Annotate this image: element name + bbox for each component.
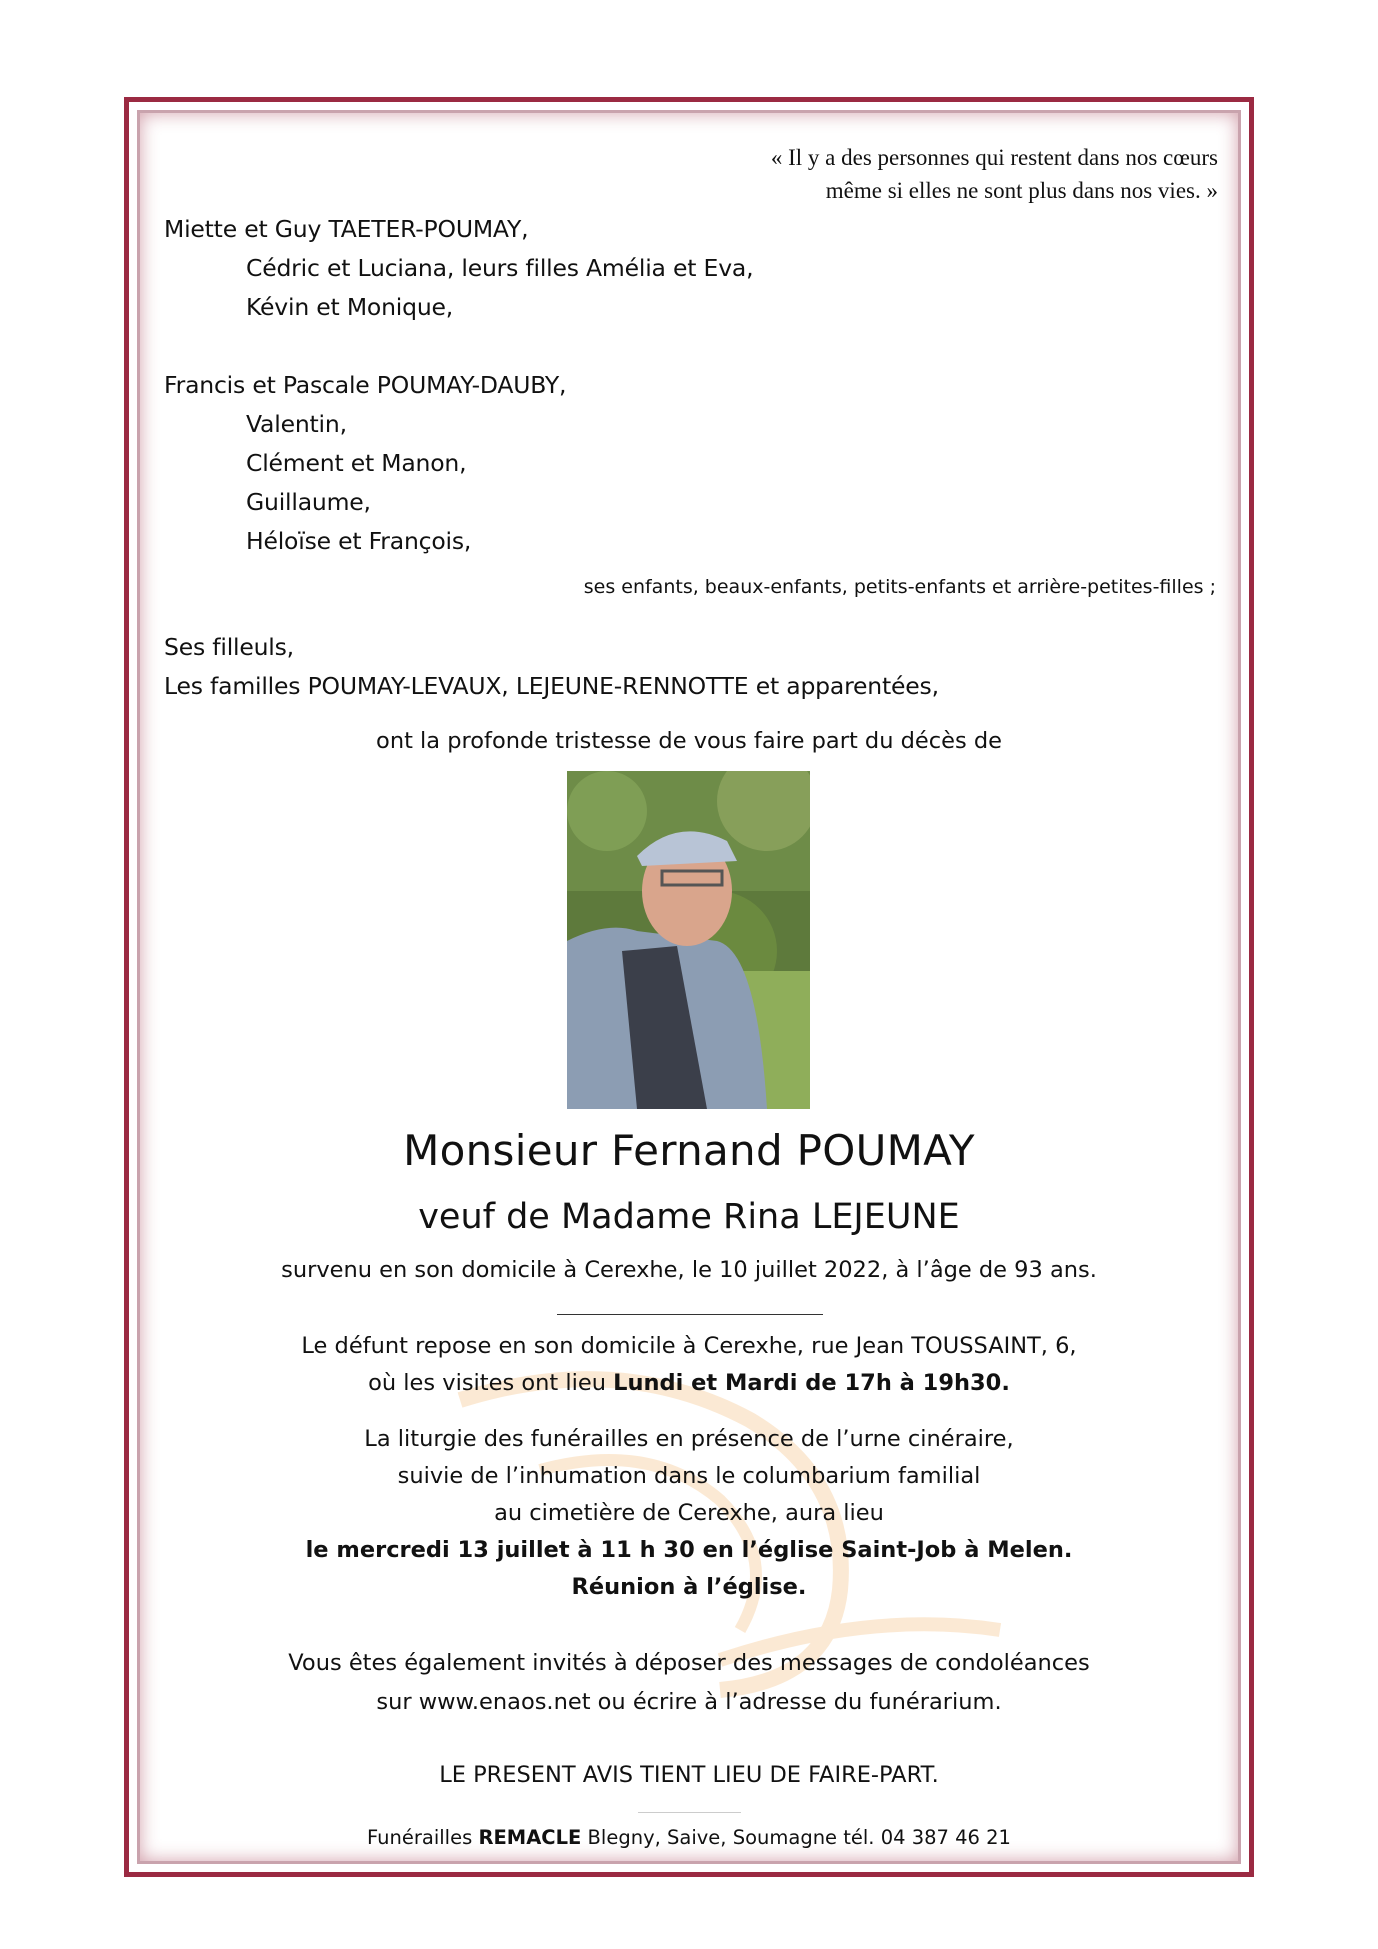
family-member: Valentin, bbox=[246, 410, 347, 438]
deceased-widower: veuf de Madame Rina LEJEUNE bbox=[418, 1197, 960, 1237]
announcement: ont la profonde tristesse de vous faire part du décès de bbox=[376, 728, 1002, 754]
condolences-line: Vous êtes également invités à déposer des messages de condoléances bbox=[288, 1650, 1090, 1676]
family-member: Clément et Manon, bbox=[246, 449, 467, 477]
footer-brand: REMACLE bbox=[478, 1826, 582, 1849]
epigraph bbox=[771, 141, 1218, 207]
funeral-line: au cimetière de Cerexhe, aura lieu bbox=[494, 1500, 884, 1526]
visits-hours-bold: Lundi et Mardi de 17h à 19h30. bbox=[613, 1370, 1010, 1396]
epigraph-line: « Il y a des personnes qui restent dans nos cœurs bbox=[770, 145, 1218, 170]
funeral-meeting: Réunion à l’église. bbox=[571, 1574, 807, 1600]
funeral-line: La liturgie des funérailles en présence de l’urne cinéraire, bbox=[364, 1426, 1014, 1452]
family-member: Kévin et Monique, bbox=[246, 293, 454, 321]
family-summary: ses enfants, beaux-enfants, petits-enfants et arrière-petites-filles ; bbox=[583, 576, 1216, 598]
deceased-name: Monsieur Fernand POUMAY bbox=[403, 1126, 975, 1175]
visits-line: Le défunt repose en son domicile à Cerexhe, rue Jean TOUSSAINT, 6, bbox=[301, 1333, 1077, 1359]
divider bbox=[557, 1314, 823, 1315]
family-member: Cédric et Luciana, leurs filles Amélia et Eva, bbox=[246, 254, 754, 282]
footer-text: Funérailles bbox=[367, 1826, 479, 1849]
funeral-line: suivie de l’inhumation dans le columbarium familial bbox=[397, 1463, 981, 1489]
families-line: Les familles POUMAY-LEVAUX, LEJEUNE-RENNOTTE et apparentées, bbox=[164, 672, 939, 700]
condolences-line: sur www.enaos.net ou écrire à l’adresse du funérarium. bbox=[376, 1689, 1002, 1715]
visits-hours-text: où les visites ont lieu bbox=[368, 1370, 614, 1396]
footer-text: Blegny, Saive, Soumagne tél. 04 387 46 21 bbox=[581, 1826, 1011, 1849]
footer-divider bbox=[638, 1812, 741, 1813]
footer bbox=[124, 1826, 1254, 1849]
portrait-photo bbox=[567, 771, 810, 1109]
family-head: Miette et Guy TAETER-POUMAY, bbox=[164, 215, 529, 243]
family-member: Guillaume, bbox=[246, 488, 371, 516]
visits-hours bbox=[124, 1370, 1254, 1396]
deceased-death-info: survenu en son domicile à Cerexhe, le 10 juillet 2022, à l’âge de 93 ans. bbox=[281, 1257, 1097, 1283]
family-head: Francis et Pascale POUMAY-DAUBY, bbox=[164, 371, 567, 399]
godchildren-line: Ses filleuls, bbox=[164, 633, 294, 661]
funeral-date: le mercredi 13 juillet à 11 h 30 en l’église Saint-Job à Melen. bbox=[305, 1537, 1073, 1563]
family-member: Héloïse et François, bbox=[246, 527, 472, 555]
notice: LE PRESENT AVIS TIENT LIEU DE FAIRE-PART. bbox=[439, 1762, 939, 1788]
epigraph-line: même si elles ne sont plus dans nos vies. » bbox=[825, 178, 1218, 203]
